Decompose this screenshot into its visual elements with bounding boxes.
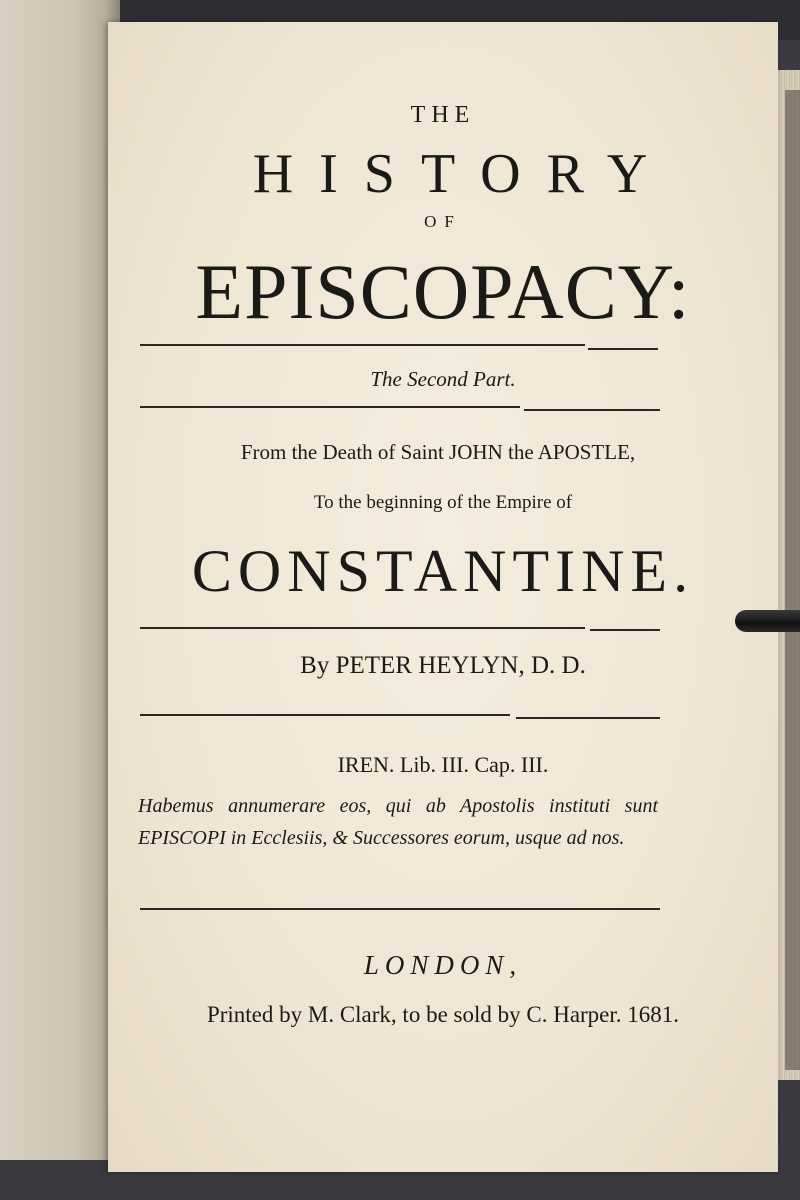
title-episcopacy: EPISCOPACY: <box>195 248 691 335</box>
title-history: HISTORY <box>252 143 674 205</box>
citation: IREN. Lib. III. Cap. III. <box>337 752 549 777</box>
divider-rule <box>590 629 660 631</box>
imprint-line: Printed by M. Clark, to be sold by C. Harper. 1681. <box>206 1002 680 1027</box>
divider-rule <box>516 717 660 719</box>
divider-rule <box>140 406 520 408</box>
divider-rule <box>140 908 660 910</box>
binding-shadow <box>785 90 800 1070</box>
title-the: THE <box>410 102 476 128</box>
imprint-place: LONDON, <box>363 950 523 980</box>
part-subtitle: The Second Part. <box>370 367 516 391</box>
divider-rule <box>140 627 585 629</box>
subtitle-from: From the Death of Saint JOHN the APOSTLE, <box>240 440 636 464</box>
subtitle-constantine: CONSTANTINE. <box>191 538 695 604</box>
latin-motto: Habemus annumerare eos, qui ab Apostolis instituti sunt EPISCOPI in Ecclesiis, & Successores eorum, usque ad nos. <box>138 795 658 849</box>
title-page <box>108 22 778 1172</box>
author-line: By PETER HEYLYN, D. D. <box>300 652 586 679</box>
subtitle-to: To the beginning of the Empire of <box>313 492 573 513</box>
bookmark-ribbon <box>735 610 800 632</box>
left-facing-page <box>0 0 120 1200</box>
divider-rule <box>524 409 660 411</box>
divider-rule <box>588 348 658 350</box>
title-of: OF <box>424 212 462 231</box>
divider-rule <box>140 714 510 716</box>
divider-rule <box>140 344 585 346</box>
